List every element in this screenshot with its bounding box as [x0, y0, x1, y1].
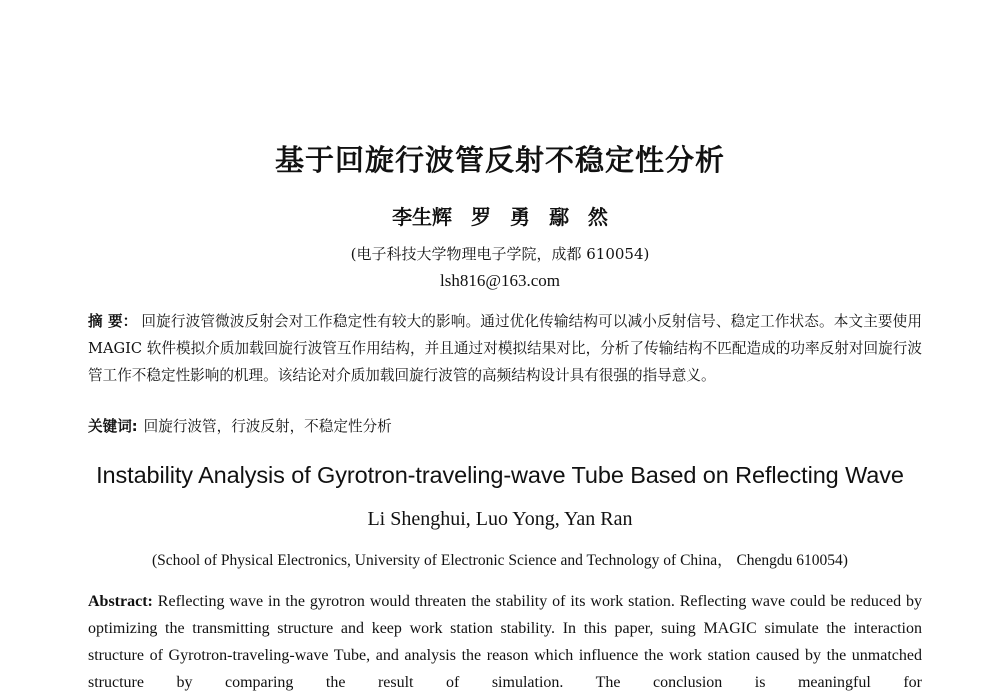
- chinese-authors: 李生辉 罗 勇 鄢 然: [392, 205, 608, 229]
- chinese-affiliation: (电子科技大学物理电子学院，成都 610054): [350, 245, 650, 263]
- chinese-title: 基于回旋行波管反射不稳定性分析: [274, 143, 725, 177]
- chinese-keywords-text: 回旋行波管，行波反射，不稳定性分析: [143, 418, 392, 435]
- author-email: lsh816@163.com: [439, 271, 560, 290]
- chinese-keywords: [88, 415, 922, 439]
- english-abstract-label: Abstract:: [88, 593, 153, 610]
- chinese-abstract: [88, 308, 922, 389]
- english-abstract: [88, 588, 922, 696]
- english-affiliation: (School of Physical Electronics, University of Electronic Science and Technology of China， Chengdu 610054): [152, 552, 848, 569]
- english-title: Instability Analysis of Gyrotron-traveling-wave Tube Based on Reflecting Wave: [96, 462, 904, 488]
- chinese-abstract-text: 回旋行波管微波反射会对工作稳定性有较大的影响。通过优化传输结构可以减小反射信号、稳定工作状态。本文主要使用 MAGIC 软件模拟介质加载回旋行波管互作用结构，并且通过对模拟结果对比，分析了传输结构不匹配造成的功率反射对回旋行波管工作不稳定性影响的机理。该结论对介质加载回旋行波管的高频结构设计具有很强的指导意义。: [88, 313, 922, 384]
- english-abstract-text: Reflecting wave in the gyrotron would threaten the stability of its work station. Reflecting wave could be reduced by optimizing the transmitting structure and keep work station stability. In this paper, suing MAGIC simulate the interaction structure of Gyrotron-traveling-wave Tube, and analysis the reason which influence the work station caused by the unmatched structure by comparing the result of simulation. The conclusion is meaningful for: [88, 593, 923, 691]
- chinese-abstract-label: 摘 要：: [88, 313, 138, 330]
- chinese-keywords-label: 关键词:: [88, 418, 138, 435]
- english-authors: Li Shenghui, Luo Yong, Yan Ran: [367, 508, 633, 530]
